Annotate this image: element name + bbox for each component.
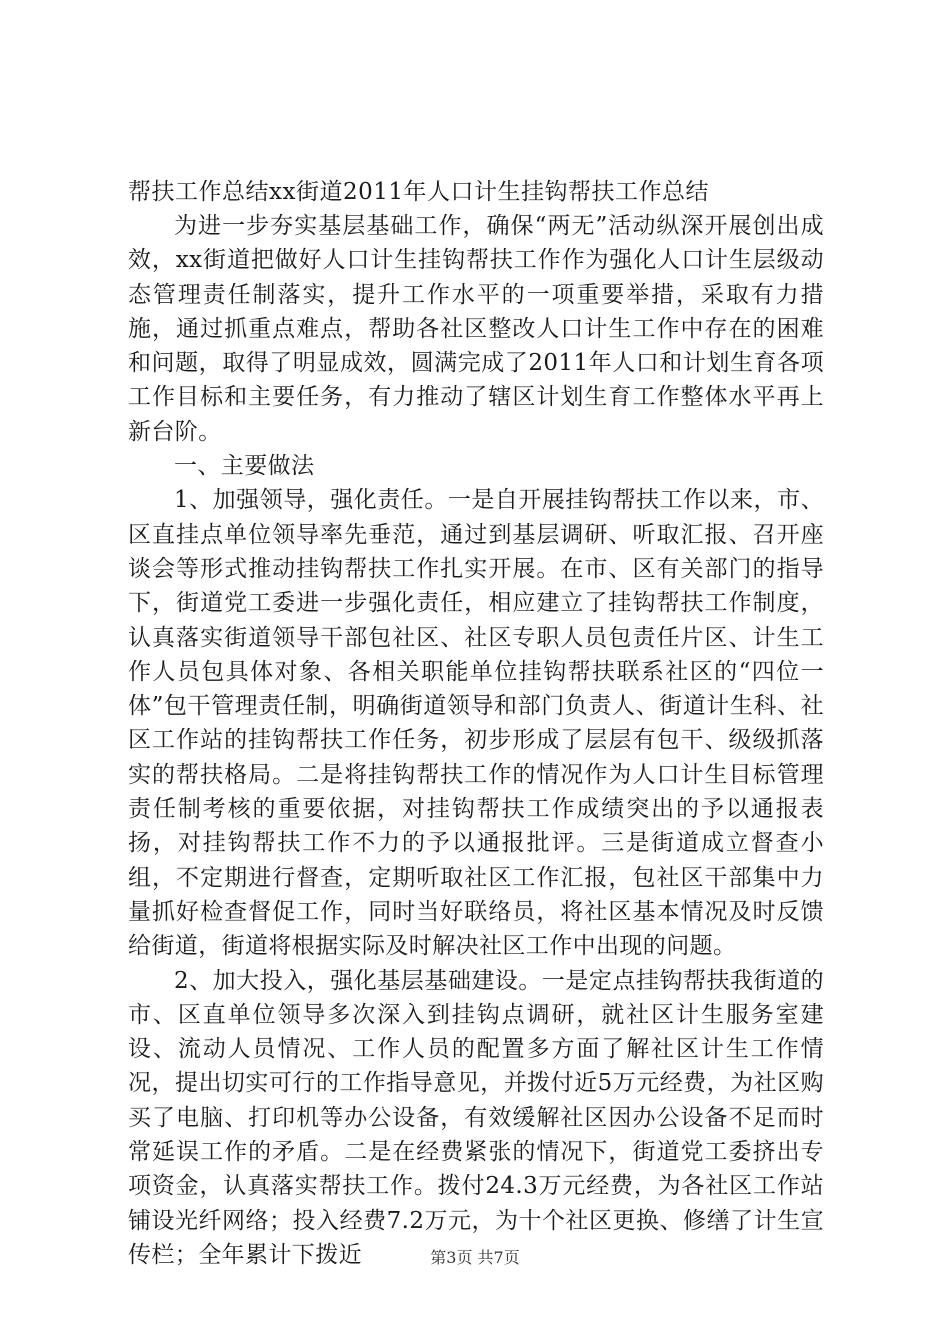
page-number-footer: 第3页 共7页 xyxy=(430,1248,520,1267)
paragraph-leadership: 1、加强领导，强化责任。一是自开展挂钩帮扶工作以来，市、区直挂点单位领导率先垂范，通过到基层调研、听取汇报、召开座谈会等形式推动挂钩帮扶工作扎实开展。在市、区有关部门的指导下，街道党工委进一步强化责任，相应建立了挂钩帮扶工作制度，认真落实街道领导干部包社区、社区专职人员包责任片区、计生工作人员包具体对象、各相关职能单位挂钩帮扶联系社区的“四位一体”包干管理责任制，明确街道领导和部门负责人、街道计生科、社区工作站的挂钩帮扶工作任务，初步形成了层层有包干、级级抓落实的帮扶格局。二是将挂钩帮扶工作的情况作为人口计生目标管理责任制考核的重要依据，对挂钩帮扶工作成绩突出的予以通报表扬，对挂钩帮扶工作不力的予以通报批评。三是街道成立督查小组，不定期进行督查，定期听取社区工作汇报，包社区干部集中力量抓好检查督促工作，同时当好联络员，将社区基本情况及时反馈给街道，街道将根据实际及时解决社区工作中出现的问题。 xyxy=(128,487,824,960)
paragraph-investment: 2、加大投入，强化基层基础建设。一是定点挂钩帮扶我街道的市、区直单位领导多次深入到挂钩点调研，就社区计生服务室建设、流动人员情况、工作人员的配置多方面了解社区计生工作情况，提出切实可行的工作指导意见，并拨付近5万元经费，为社区购买了电脑、打印机等办公设备，有效缓解社区因办公设备不足而时常延误工作的矛盾。二是在经费紧张的情况下，街道党工委挤出专项资金，认真落实帮扶工作。拨付24.3万元经费，为各社区工作站铺设光纤网络；投入经费7.2万元，为十个社区更换、修缮了计生宣传栏；全年累计下拨近 xyxy=(128,967,824,1268)
document-title: 帮扶工作总结xx街道2011年人口计生挂钩帮扶工作总结 xyxy=(128,179,709,205)
intro-paragraph: 为进一步夯实基层基础工作，确保“两无”活动纵深开展创出成效，xx街道把做好人口计生挂钩帮扶工作作为强化人口计生层级动态管理责任制落实，提升工作水平的一项重要举措，采取有力措施，通过抓重点难点，帮助各社区整改人口计生工作中存在的困难和问题，取得了明显成效，圆满完成了2011年人口和计划生育各项工作目标和主要任务，有力推动了辖区计划生育工作整体水平再上新台阶。 xyxy=(128,213,824,445)
document-body xyxy=(128,175,824,1272)
section-heading-main-methods: 一、主要做法 xyxy=(174,453,315,480)
